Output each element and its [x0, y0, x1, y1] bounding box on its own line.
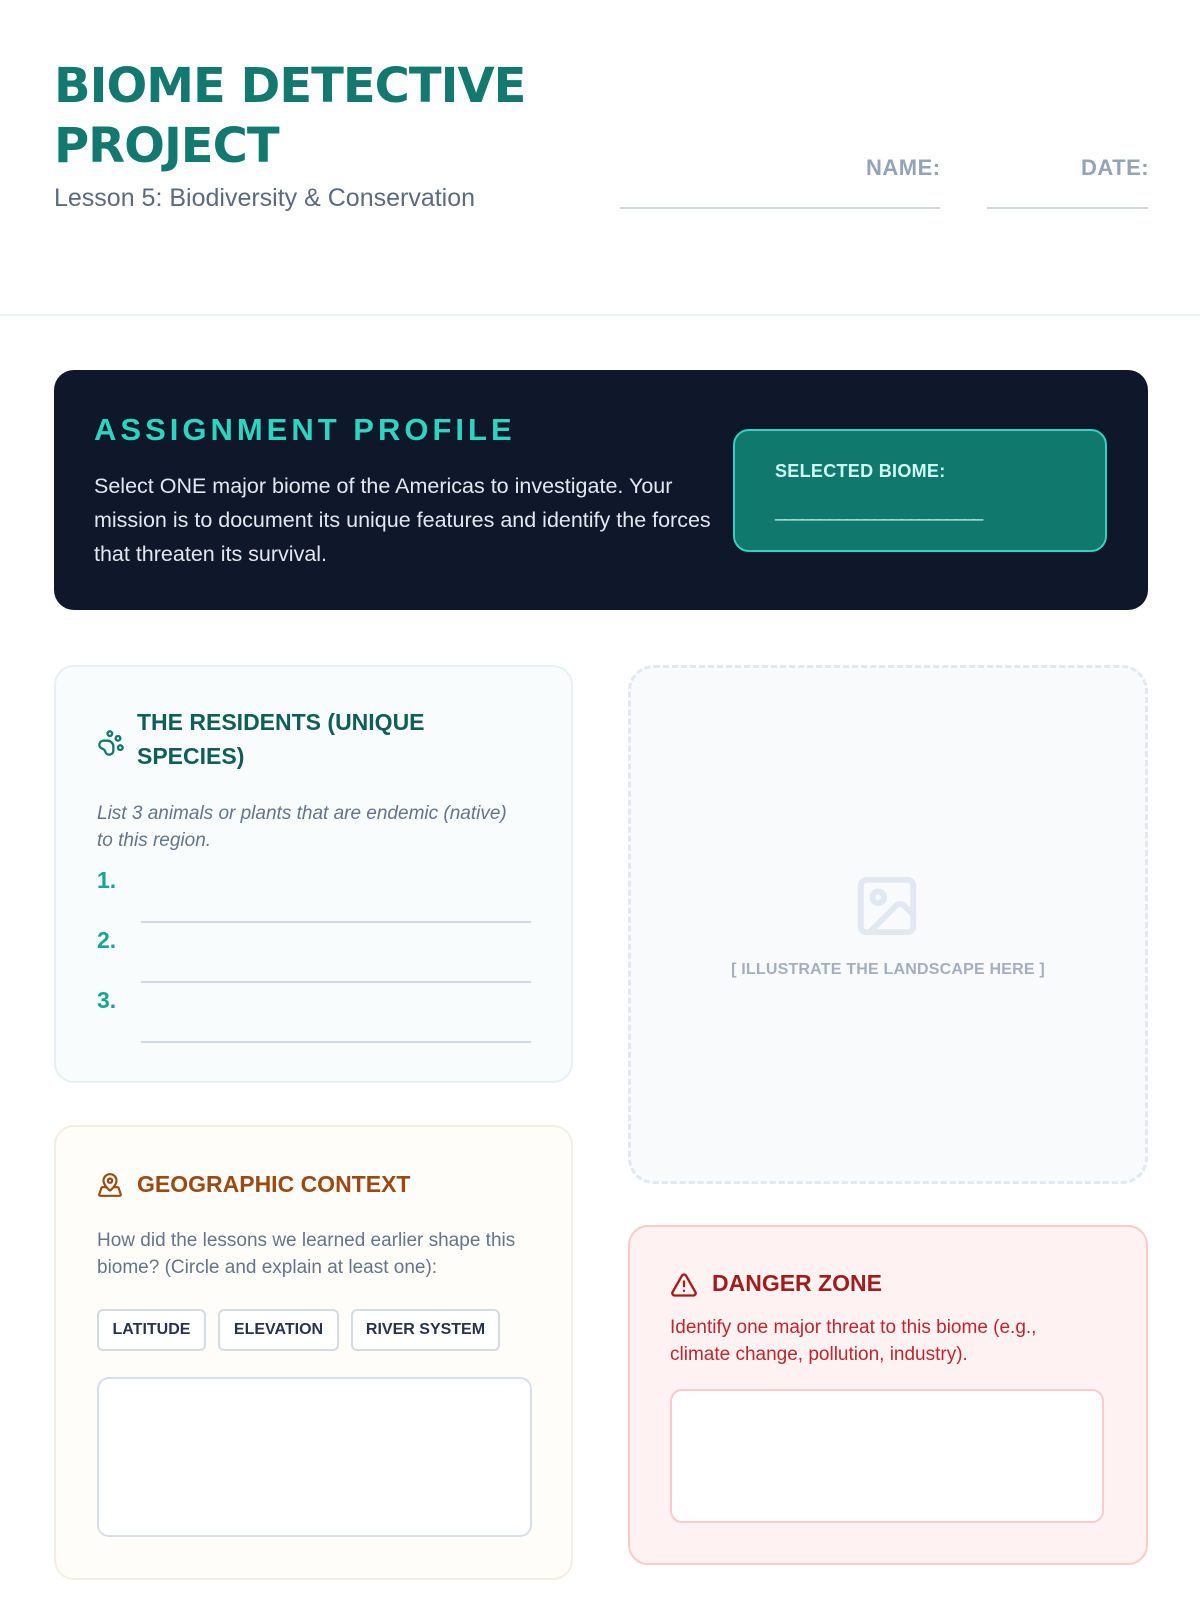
residents-title: THE RESIDENTS (UNIQUE SPECIES)	[137, 709, 425, 769]
residents-card	[54, 665, 573, 1083]
date-label: DATE:	[1081, 155, 1150, 180]
geographic-title: GEOGRAPHIC CONTEXT	[137, 1171, 411, 1197]
name-label: NAME:	[866, 155, 941, 180]
residents-description: List 3 animals or plants that are endemic (native) to this region.	[97, 803, 507, 851]
danger-title: DANGER ZONE	[712, 1270, 882, 1296]
illustration-area[interactable]	[628, 665, 1148, 1184]
image-icon	[852, 871, 922, 946]
species-answer-2[interactable]	[141, 981, 531, 983]
page-header	[0, 0, 1200, 316]
option-latitude[interactable]: LATITUDE	[97, 1309, 206, 1351]
geographic-description: How did the lessons we learned earlier shape this biome? (Circle and explain at least one):	[97, 1230, 516, 1278]
species-answer-1[interactable]	[141, 921, 531, 923]
assignment-profile	[54, 370, 1148, 610]
selected-biome-box[interactable]	[733, 429, 1107, 552]
illustration-label: [ ILLUSTRATE THE LANDSCAPE HERE ]	[731, 961, 1045, 978]
paw-icon	[97, 729, 125, 762]
geographic-card	[54, 1125, 573, 1580]
profile-heading: ASSIGNMENT PROFILE	[94, 412, 516, 447]
option-elevation[interactable]: ELEVATION	[218, 1309, 339, 1351]
option-river-system[interactable]: RIVER SYSTEM	[351, 1309, 500, 1351]
species-number-1: 1.	[97, 867, 117, 893]
species-number-2: 2.	[97, 927, 117, 953]
species-answer-3[interactable]	[141, 1041, 531, 1043]
date-field[interactable]	[987, 207, 1148, 209]
geographic-answer-box[interactable]	[97, 1377, 532, 1537]
selected-biome-label: SELECTED BIOME:	[775, 461, 946, 481]
selected-biome-field[interactable]: _______________________	[775, 501, 983, 521]
name-field[interactable]	[620, 207, 940, 209]
species-number-3: 3.	[97, 987, 117, 1013]
map-pin-icon	[97, 1171, 123, 1204]
page-title: BIOME DETECTIVE PROJECT	[54, 58, 526, 174]
danger-answer-box[interactable]	[670, 1389, 1104, 1523]
danger-description: Identify one major threat to this biome (e.g., climate change, pollution, industry).	[670, 1317, 1037, 1365]
profile-text: Select ONE major biome of the Americas to investigate. Your mission is to document its unique features and identify the forces that threaten its survival.	[94, 474, 711, 566]
warning-icon	[670, 1271, 698, 1304]
danger-zone-card	[628, 1225, 1148, 1565]
page-subtitle: Lesson 5: Biodiversity & Conservation	[54, 184, 476, 212]
